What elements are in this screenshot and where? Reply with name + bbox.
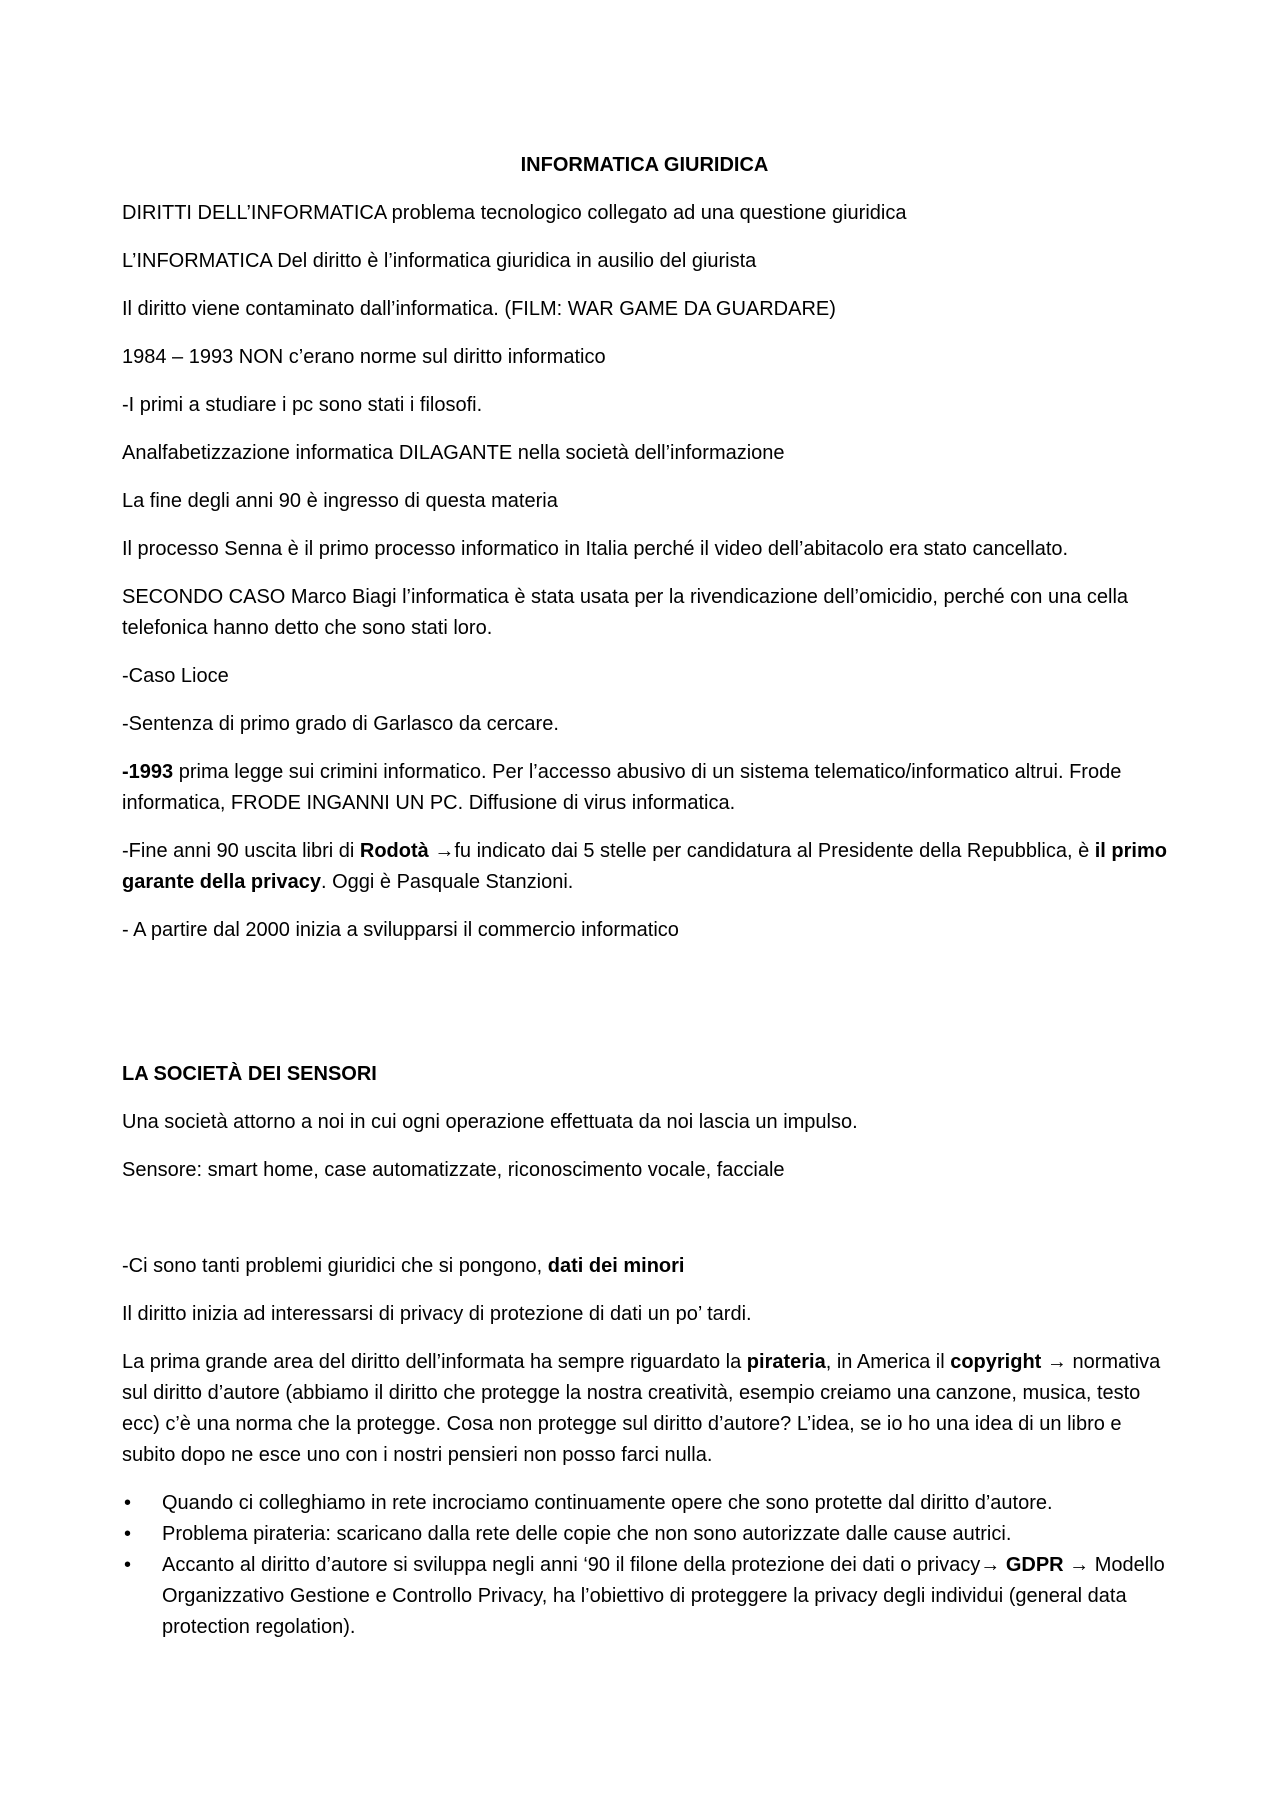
text-span: -Ci sono tanti problemi giuridici che si pongono, xyxy=(122,1255,548,1277)
text-span: → Modello Organizzativo Gestione e Controllo Privacy, ha l’obiettivo di proteggere la privacy degli individui (general data protection regolation). xyxy=(162,1554,1165,1638)
bold-text: il primo garante della privacy xyxy=(122,840,1167,893)
paragraph-minori xyxy=(122,1251,1167,1282)
bold-text: GDPR xyxy=(1005,1554,1064,1576)
bullet-icon: • xyxy=(124,1554,132,1576)
list-item xyxy=(122,1519,1167,1550)
bold-text: pirateria xyxy=(746,1351,826,1373)
paragraph: DIRITTI DELL’INFORMATICA problema tecnologico collegato ad una questione giuridica xyxy=(122,202,907,224)
paragraph: -Sentenza di primo grado di Garlasco da cercare. xyxy=(122,713,559,735)
text-span: Problema pirateria: scaricano dalla rete delle copie che non sono autorizzate dalle cause autrici. xyxy=(162,1523,1012,1545)
paragraph: Il processo Senna è il primo processo informatico in Italia perché il video dell’abitacolo era stato cancellato. xyxy=(122,538,1069,560)
paragraph: Sensore: smart home, case automatizzate, riconoscimento vocale, facciale xyxy=(122,1159,785,1181)
spacer xyxy=(122,963,1167,1059)
paragraph: Analfabetizzazione informatica DILAGANTE nella società dell’informazione xyxy=(122,442,785,464)
paragraph: Il diritto viene contaminato dall’informatica. (FILM: WAR GAME DA GUARDARE) xyxy=(122,298,836,320)
text-span: -Fine anni 90 uscita libri di xyxy=(122,840,360,862)
text-span: Accanto al diritto d’autore si sviluppa negli anni ‘90 il filone della protezione dei dati o privacy→ xyxy=(162,1554,1006,1576)
paragraph: L’INFORMATICA Del diritto è l’informatica giuridica in ausilio del giurista xyxy=(122,250,757,272)
text-span: La prima grande area del diritto dell’informata ha sempre riguardato la xyxy=(122,1351,747,1373)
text-span: prima legge sui crimini informatico. Per l’accesso abusivo di un sistema telematico/informatico altrui. Frode informatica, FRODE INGANNI UN PC. Diffusione di virus informatica. xyxy=(122,761,1122,814)
paragraph: -Caso Lioce xyxy=(122,665,229,687)
paragraph: 1984 – 1993 NON c’erano norme sul diritto informatico xyxy=(122,346,606,368)
text-span: → normativa sul diritto d’autore (abbiamo il diritto che protegge la nostra creatività, esempio creiamo una canzone, musica, testo ecc) c’è una norma che la protegge. Cosa non protegge sul diritto d’autore? L’idea, se io ho una idea di un libro e subito dopo ne esce uno con i nostri pensieri non posso farci nulla. xyxy=(122,1351,1161,1466)
paragraph-rodota xyxy=(122,836,1167,898)
text-span: Quando ci colleghiamo in rete incrociamo continuamente opere che sono protette dal diritto d’autore. xyxy=(162,1492,1053,1514)
bold-text: dati dei minori xyxy=(547,1255,685,1277)
bullet-icon: • xyxy=(124,1492,132,1514)
section-heading: LA SOCIETÀ DEI SENSORI xyxy=(122,1063,377,1085)
paragraph-1993 xyxy=(122,757,1167,819)
paragraph-pirateria xyxy=(122,1347,1167,1471)
paragraph: La fine degli anni 90 è ingresso di questa materia xyxy=(122,490,558,512)
text-span: . Oggi è Pasquale Stanzioni. xyxy=(320,871,574,893)
paragraph: Il diritto inizia ad interessarsi di privacy di protezione di dati un po’ tardi. xyxy=(122,1303,752,1325)
spacer xyxy=(122,1203,1167,1251)
list-item xyxy=(122,1550,1167,1643)
bullet-icon: • xyxy=(124,1523,132,1545)
bullet-list xyxy=(122,1488,1167,1643)
document-body xyxy=(122,150,1167,1643)
paragraph: - A partire dal 2000 inizia a svilupparsi il commercio informatico xyxy=(122,919,679,941)
text-span: , in America il xyxy=(825,1351,951,1373)
bold-text: Rodotà xyxy=(359,840,429,862)
paragraph: SECONDO CASO Marco Biagi l’informatica è stata usata per la rivendicazione dell’omicidio, perché con una cella telefonica hanno detto che sono stati loro. xyxy=(122,586,1129,639)
list-item xyxy=(122,1488,1167,1519)
document-title: INFORMATICA GIURIDICA xyxy=(520,154,769,176)
paragraph: -I primi a studiare i pc sono stati i filosofi. xyxy=(122,394,483,416)
bold-text: copyright xyxy=(950,1351,1042,1373)
bold-text: -1993 xyxy=(122,761,174,783)
text-span: →fu indicato dai 5 stelle per candidatura al Presidente della Repubblica, è xyxy=(428,840,1095,862)
paragraph: Una società attorno a noi in cui ogni operazione effettuata da noi lascia un impulso. xyxy=(122,1111,858,1133)
